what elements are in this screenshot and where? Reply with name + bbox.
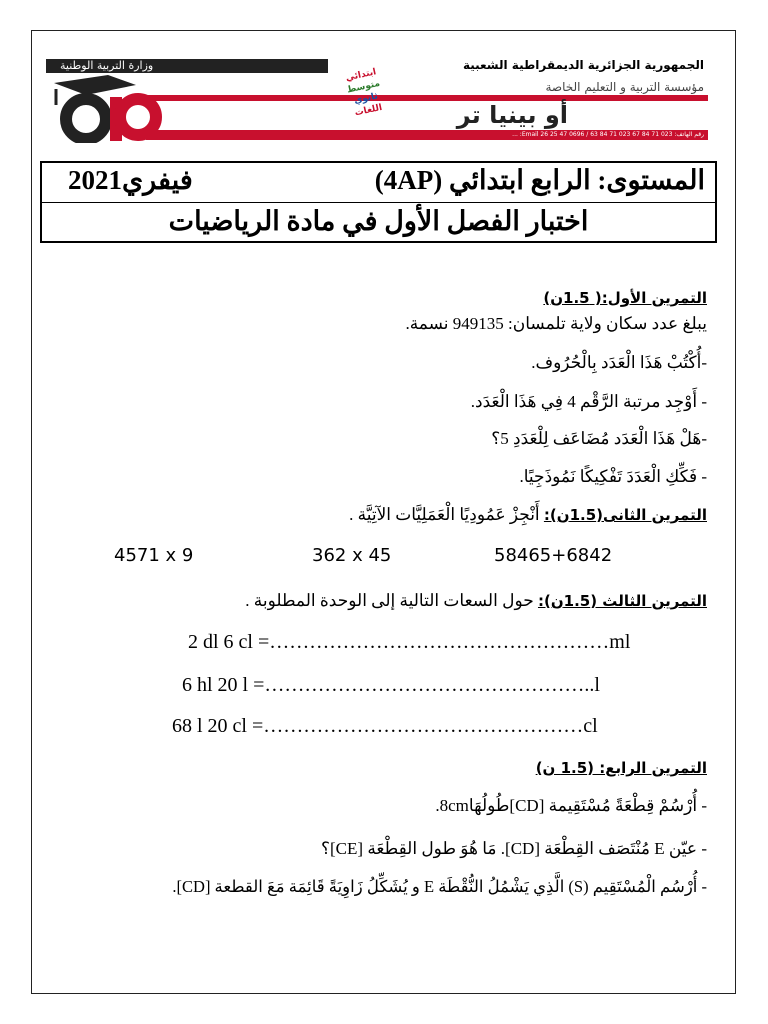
ex3-line <box>245 591 707 611</box>
ex1-question-1: -أُكْتُبْ هَذَا الْعَدَد بِالْحُرُوف. <box>531 353 707 372</box>
title-row-level <box>42 163 715 203</box>
school-levels <box>337 65 392 123</box>
brand-name: أو بينيا تر <box>456 101 568 129</box>
ex3-instruction: حول السعات التالية إلى الوحدة المطلوبة . <box>245 591 538 610</box>
exam-title-box <box>40 161 717 243</box>
ministry-text: وزارة التربية الوطنية <box>60 59 154 72</box>
level-label: المستوى: الرابع ابتدائي (4AP) <box>374 165 705 195</box>
header-banner <box>46 59 708 147</box>
level-secondary: ثانوي <box>353 91 379 107</box>
operation-addition: 58465+6842 <box>494 545 613 566</box>
ex1-intro: يبلغ عدد سكان ولاية تلمسان: 949135 نسمة. <box>405 314 707 333</box>
ex4-question-1: - أُرْسُمْ قِطْعَةً مُسْتَقِيمة [CD]طُولُهَا8cm. <box>435 796 707 815</box>
conversion-line-2: 6 hl 20 l =…………………………………………..l <box>182 674 600 696</box>
ex4-heading: التمرين الرابع: (1.5 ن) <box>535 759 707 777</box>
ex1-heading: التمرين الأول:( 1.5ن) <box>543 289 707 307</box>
contact-strip: رقم الهاتف: 023 71 84 67 023 71 84 63 / 0696 47 25 26 Email: ... <box>146 130 708 140</box>
red-divider <box>146 95 708 101</box>
operation-multiplication-1: 362 x 45 <box>312 545 392 566</box>
conversion-line-1: 2 dl 6 cl =……………………………………………ml <box>188 631 631 653</box>
exam-date: فيفري2021 <box>68 165 193 195</box>
ex2-instruction: أَنْجِزْ عَمُودِيًا الْعَمَلِيَّات الآتِيَّة . <box>349 505 544 524</box>
institute-name: مؤسسة التربية و التعليم الخاصة <box>545 80 704 94</box>
republic-text: الجمهورية الجزائرية الديمقراطية الشعبية <box>462 58 704 72</box>
strip-right-bg <box>328 59 708 73</box>
ex1-question-2: - أَوْجِد مرتبة الرَّقْم 4 فِي هَذَا الْعَدَد. <box>470 392 707 411</box>
ex1-question-4: - فَكِّكِ الْعَدَدَ تَفْكِيكًا نَمُوذَجِيًا. <box>519 467 707 486</box>
level-primary: ابتدائي <box>344 67 378 84</box>
operation-multiplication-2: 4571 x 9 <box>114 545 194 566</box>
ex4-question-3: - أُرْسُم الْمُسْتَقِيم (S) الَّذِي يَشْمُلُ النُّقْطَة E و يُشَكِّلُ زَاوِيَةً قَائِمَة مَعَ القطعة [CD]. <box>172 877 707 896</box>
ex3-heading: التمرين الثالث (1.5ن): <box>537 592 707 610</box>
conversion-line-3: 68 l 20 cl =…………………………………………cl <box>172 715 598 737</box>
level-languages: اللغات <box>353 102 384 119</box>
level-middle: متوسط <box>346 78 381 96</box>
ex2-heading: التمرين الثانى(1.5ن): <box>543 506 707 524</box>
page-frame <box>31 30 736 994</box>
ex2-line <box>349 505 707 525</box>
ex1-question-3: -هَلْ هَذَا الْعَدَد مُضَاعَف لِلْعَدَدِ 5؟ <box>491 429 707 448</box>
exam-title: اختبار الفصل الأول في مادة الرياضيات <box>168 206 589 236</box>
ex4-question-2: - عيّن E مُنْتَصَف القِطْعَة [CD]. مَا هُوَ طول القِطْعَة [CE]؟ <box>320 839 707 858</box>
